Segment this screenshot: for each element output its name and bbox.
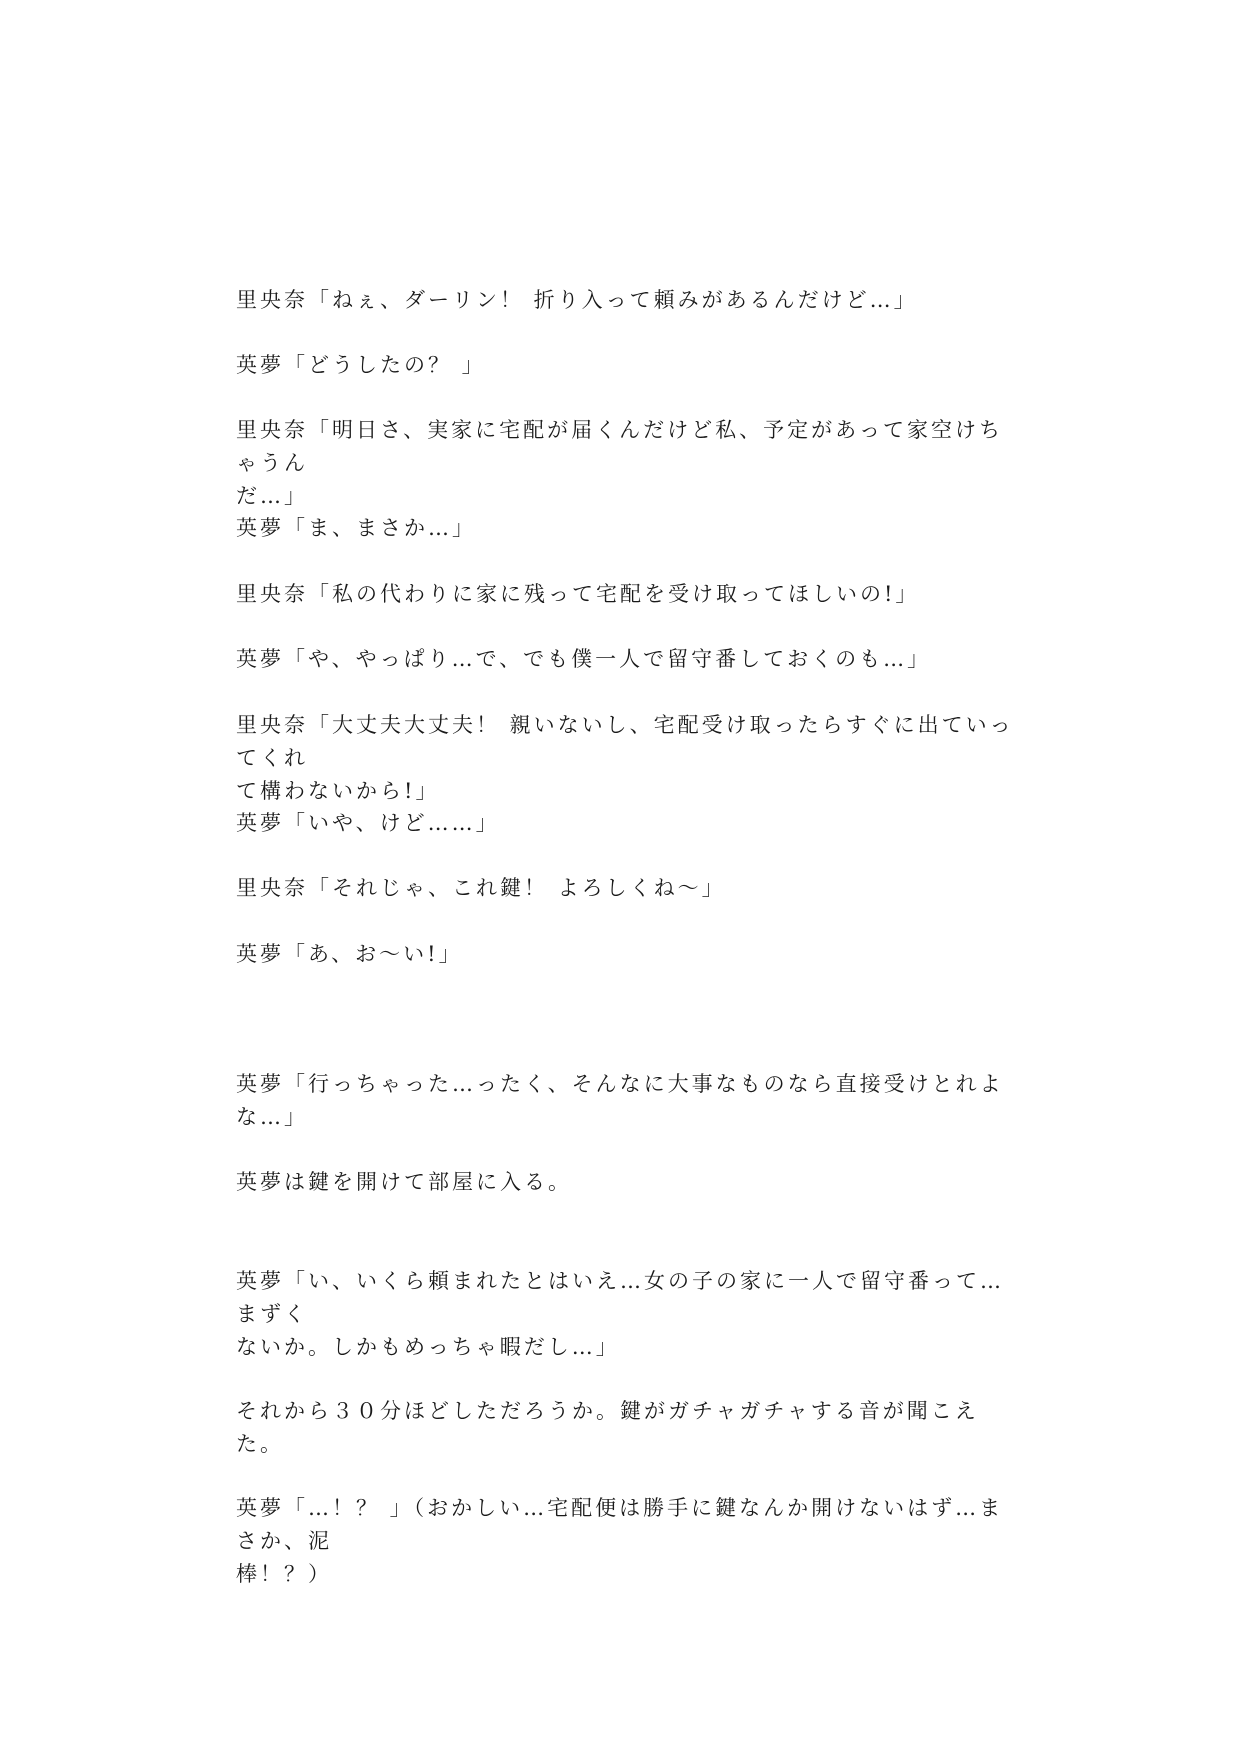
dialogue-line-9: 里央奈「それじゃ、これ鍵！ よろしくね～」 — [236, 876, 726, 900]
dialogue-line-13: 英夢「い、いくら頼まれたとはいえ…女の子の家に一人で留守番って…まずく ないか。しかもめっちゃ暇だし…」 — [236, 1269, 1004, 1359]
dialogue-line-8: 英夢「いや、けど……」 — [236, 811, 500, 835]
dialogue-line-1: 里央奈「ねぇ、ダーリン！ 折り入って頼みがあるんだけど…」 — [236, 288, 918, 312]
dialogue-line-15: 英夢「…！？ 」（おかしい…宅配便は勝手に鍵なんか開けないはず…まさか、泥 棒！？） — [236, 1496, 1004, 1586]
dialogue-line-7: 里央奈「大丈夫大丈夫！ 親いないし、宅配受け取ったらすぐに出ていってくれ て構わないから!」 — [236, 713, 1014, 803]
dialogue-line-10: 英夢「あ、お～い!」 — [236, 942, 463, 966]
dialogue-line-4: 英夢「ま、まさか…」 — [236, 516, 476, 540]
dialogue-line-6: 英夢「や、やっぱり…で、でも僕一人で留守番しておくのも…」 — [236, 647, 932, 671]
dialogue-line-5: 里央奈「私の代わりに家に残って宅配を受け取ってほしいの!」 — [236, 582, 920, 606]
narration-line-14: それから３０分ほどしただろうか。鍵がガチャガチャする音が聞こえた。 — [236, 1399, 979, 1456]
narration-line-12: 英夢は鍵を開けて部屋に入る。 — [236, 1170, 572, 1194]
dialogue-line-11: 英夢「行っちゃった…ったく、そんなに大事なものなら直接受けとれよな…」 — [236, 1072, 1004, 1129]
dialogue-line-3: 里央奈「明日さ、実家に宅配が届くんだけど私、予定があって家空けちゃうん だ…」 — [236, 418, 1003, 508]
dialogue-line-2: 英夢「どうしたの？ 」 — [236, 353, 486, 377]
